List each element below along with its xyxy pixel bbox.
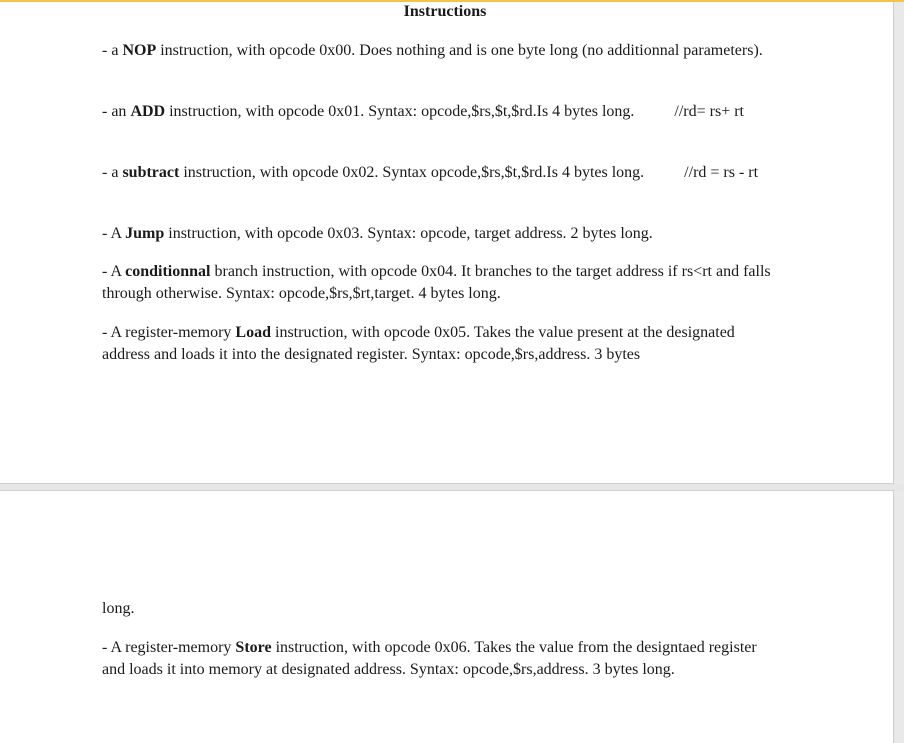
instruction-store [102,637,782,681]
store-pre: - A register-memory [102,639,236,656]
jump-keyword: Jump [125,225,165,242]
instruction-load [102,322,782,366]
document-page-2 [0,490,894,743]
load-keyword: Load [235,324,271,341]
jump-pre: - A [102,225,126,242]
add-text: instruction, with opcode 0x01. Syntax: opcode,$rs,$t,$rd.Is 4 bytes long. [165,103,635,120]
document-page-1 [0,2,894,484]
nop-text: instruction, with opcode 0x00. Does nothing and is one byte long (no additionnal parameters). [156,42,763,59]
add-keyword: ADD [130,103,166,120]
branch-pre: - A [102,263,126,280]
subtract-text: instruction, with opcode 0x02. Syntax opcode,$rs,$t,$rd.Is 4 bytes long. [179,164,645,181]
instruction-jump [102,223,782,245]
nop-pre: - a [102,42,123,59]
instruction-subtract [102,162,782,184]
load-pre: - A register-memory [102,324,236,341]
load-continuation: long. [102,600,135,617]
branch-keyword: conditionnal [125,263,211,280]
page-title: Instructions [403,3,487,20]
load-text: instruction, with opcode 0x05. Takes the value present at the designated address and loads it into the designated register. Syntax: opcode,$rs,address. 3 bytes [102,324,735,363]
instruction-branch [102,261,782,305]
jump-text: instruction, with opcode 0x03. Syntax: opcode, target address. 2 bytes long. [164,225,653,242]
branch-text: branch instruction, with opcode 0x04. It branches to the target address if rs<rt and falls through otherwise. Syntax: opcode,$rs,$rt,target. 4 bytes long. [102,263,771,302]
store-keyword: Store [235,639,272,656]
instruction-nop [102,40,782,62]
store-text: instruction, with opcode 0x06. Takes the value from the designtaed register and loads it into memory at designated address. Syntax: opcode,$rs,address. 3 bytes long. [102,639,757,678]
add-comment: //rd= rs+ rt [674,103,744,120]
subtract-comment: //rd = rs - rt [684,164,759,181]
nop-keyword: NOP [122,42,157,59]
subtract-pre: - a [102,164,123,181]
subtract-keyword: subtract [122,164,180,181]
instruction-add [102,101,782,123]
add-pre: - an [102,103,131,120]
